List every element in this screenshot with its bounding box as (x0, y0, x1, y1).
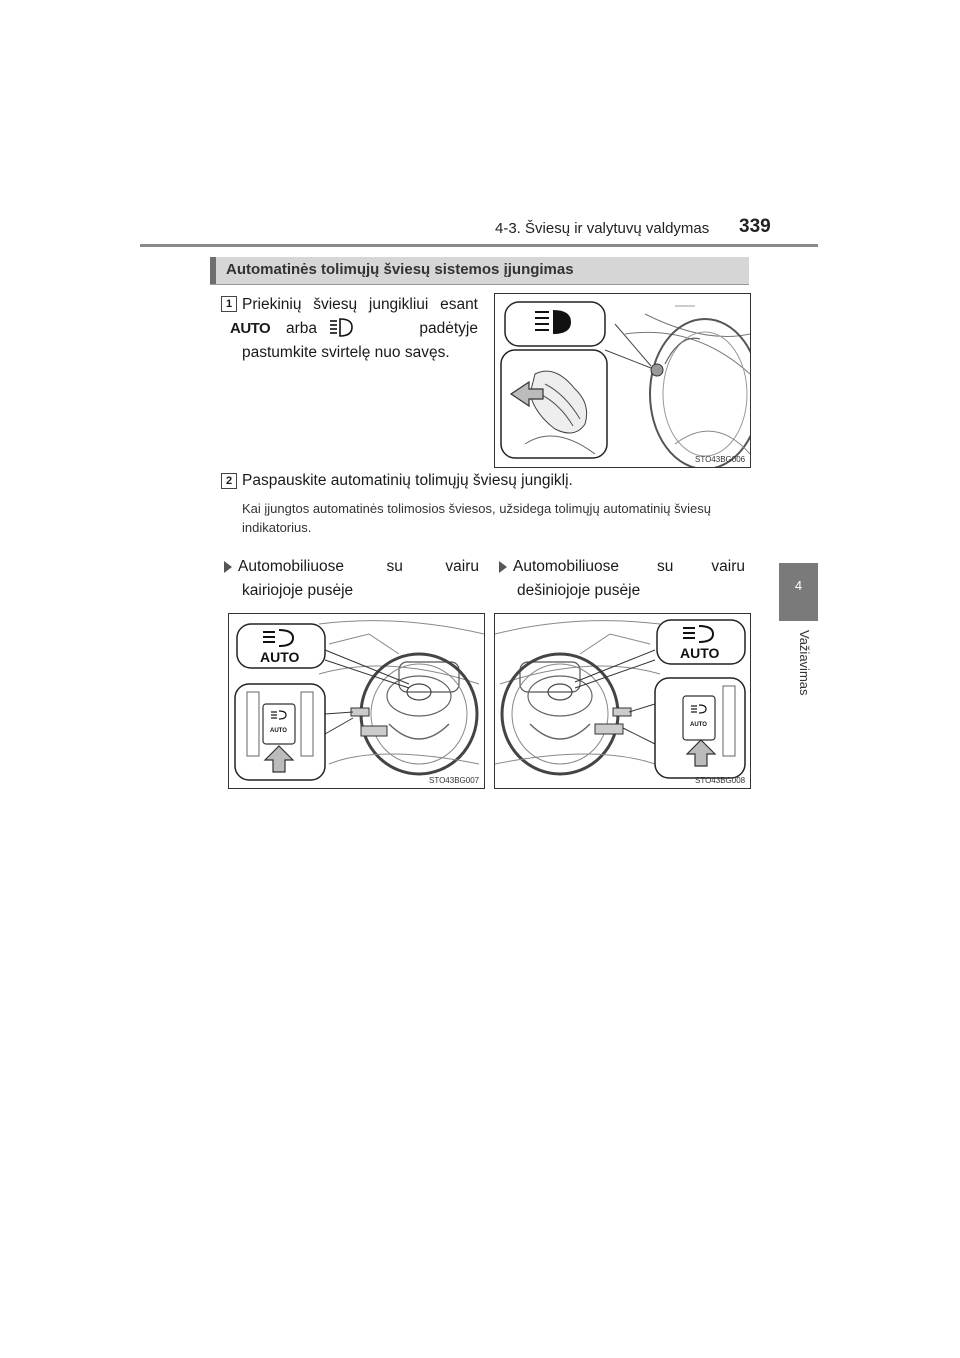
bullet-triangle-icon (224, 561, 232, 573)
bullet-triangle-icon (499, 561, 507, 573)
step-number-1: 1 (221, 296, 237, 312)
figure-lever (494, 293, 751, 468)
auto-label: AUTO (260, 649, 300, 665)
padetyje-text: padėtyje (419, 320, 478, 337)
page-number: 339 (739, 216, 771, 237)
variant-right-line-2: dešiniojoje pusėje (517, 582, 641, 599)
auto-small-label: AUTO (270, 728, 287, 734)
step-2-note: Kai įjungtos automatinės tolimosios šviesos, užsidega tolimųjų automatinių šviesų indikatorius. (242, 501, 711, 535)
figure-lhd (228, 613, 485, 789)
rhd-dashboard-illustration (495, 614, 750, 788)
variant-left-line-2: kairiojoje pusėje (242, 582, 354, 599)
chapter-label: Važiavimas (797, 630, 812, 696)
auto-position-label: AUTO (230, 320, 271, 337)
step-1-line-2 (230, 317, 478, 341)
step-2-text: Paspauskite automatinių tolimųjų šviesų jungiklį. (242, 472, 573, 489)
auto-small-label: AUTO (690, 722, 707, 728)
variant-left-heading (224, 555, 479, 603)
arba-text: arba (286, 320, 318, 337)
auto-label: AUTO (680, 645, 720, 661)
lhd-dashboard-illustration (229, 614, 484, 788)
figure-code: STO43BG008 (695, 776, 746, 785)
step-1-line-3: pastumkite svirtelę nuo savęs. (242, 344, 450, 361)
section-heading (210, 257, 749, 285)
figure-code: STO43BG006 (695, 455, 746, 464)
chapter-number: 4 (794, 578, 803, 593)
section-accent (210, 257, 216, 284)
step-number-2: 2 (221, 473, 237, 489)
section-title: Automatinės tolimųjų šviesų sistemos įjungimas (226, 261, 574, 278)
figure-rhd (494, 613, 751, 789)
lever-illustration (495, 294, 750, 467)
variant-right-heading (499, 555, 745, 603)
figure-code: STO43BG007 (429, 776, 480, 785)
step-1-line-1: Priekinių šviesų jungikliui esant (242, 296, 478, 313)
header-section-title: 4-3. Šviesų ir valytuvų valdymas (495, 220, 710, 237)
headlight-icon (328, 317, 354, 347)
variant-left-line-1: Automobiliuose su vairu (238, 558, 479, 575)
variant-right-line-1: Automobiliuose su vairu (513, 558, 745, 575)
step-1-text (230, 293, 478, 365)
header-rule (140, 244, 818, 247)
chapter-tab (779, 563, 818, 621)
